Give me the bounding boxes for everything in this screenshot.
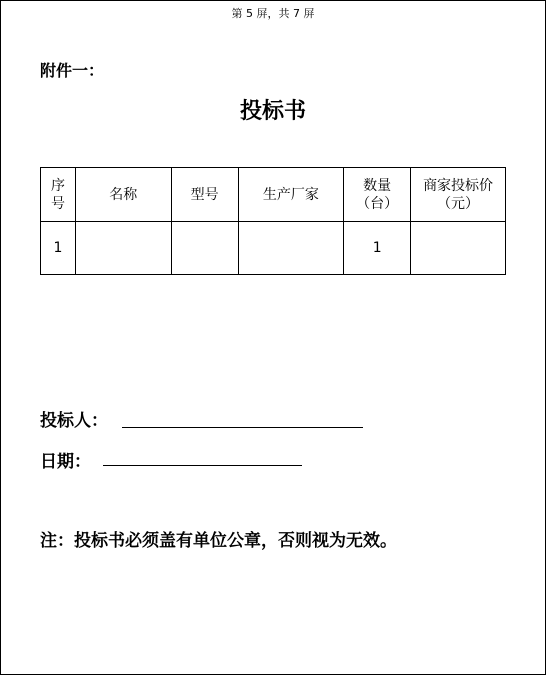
table-row [41,222,506,275]
header-text: （元） [437,195,480,212]
cell-manufacturer [238,222,344,275]
cell-quantity: 1 [344,222,411,275]
table-header-row [41,168,506,222]
header-cell-quantity [344,168,411,222]
note-text: 注：投标书必须盖有单位公章，否则视为无效。 [40,531,397,551]
bidder-label: 投标人： [40,411,108,431]
header-text: 生产厂家 [262,186,319,203]
header-text: 商家投标价 [423,177,494,194]
date-label: 日期： [40,452,91,472]
document-title: 投标书 [239,98,306,124]
cell-index: 1 [41,222,76,275]
header-text: 型号 [190,186,219,203]
header-cell-manufacturer [238,168,344,222]
cell-name [75,222,171,275]
header-text: 号 [50,195,65,212]
header-text: （台） [356,195,399,212]
bidder-signature-line [122,427,363,428]
cell-model [171,222,238,275]
page-indicator: 第 5 屏，共 7 屏 [231,7,315,20]
date-line [103,465,302,466]
header-text: 名称 [109,186,138,203]
attachment-label: 附件一： [40,61,105,80]
header-text: 序 [50,177,65,194]
header-cell-name [75,168,171,222]
header-text: 数量 [363,177,392,194]
header-cell-model [171,168,238,222]
header-cell-price [411,168,506,222]
bid-table [40,167,506,275]
cell-price [411,222,506,275]
header-cell-index [41,168,76,222]
